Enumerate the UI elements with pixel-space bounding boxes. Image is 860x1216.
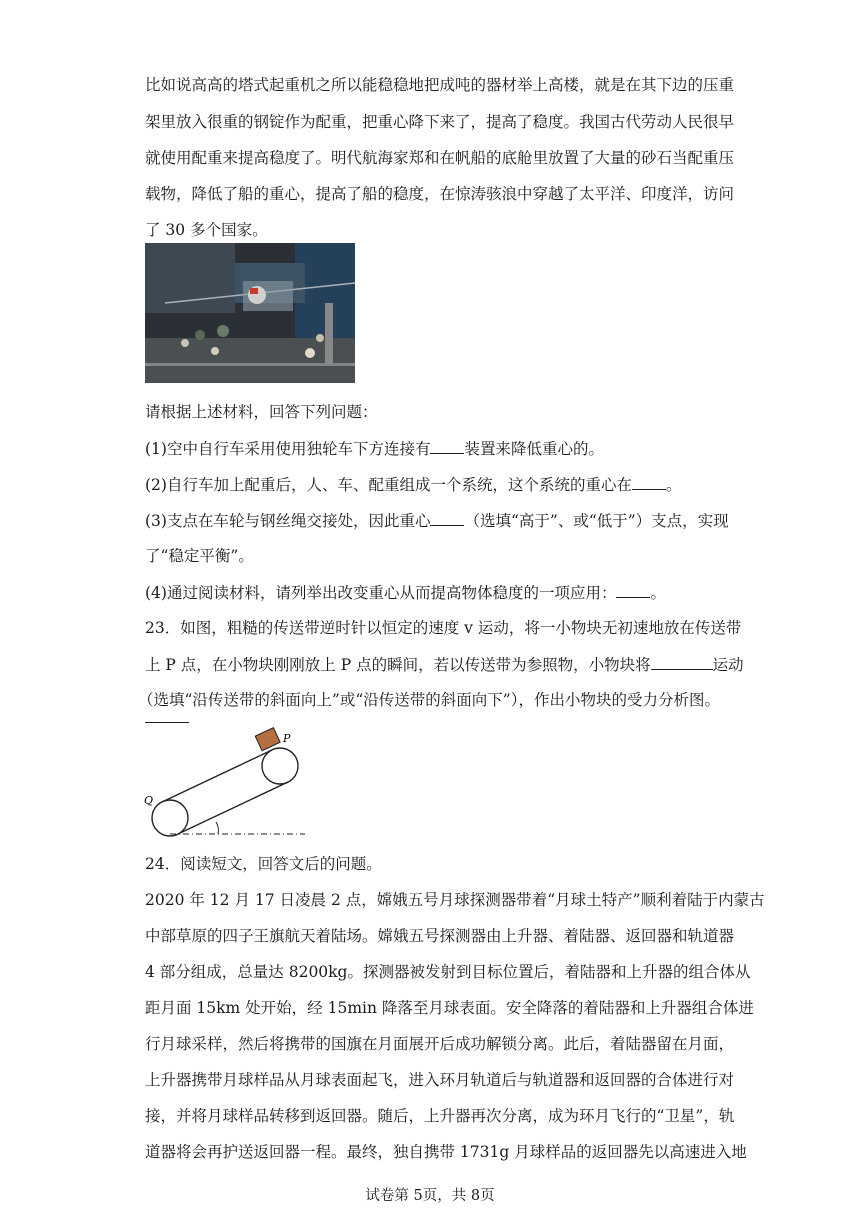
q24-line-2: 中部草原的四子王旗航天着陆场。嫦娥五号探测器由上升器、着陆器、返回器和轨道器 xyxy=(145,927,735,945)
small-block xyxy=(255,728,280,751)
material-line-4: 载物，降低了船的重心，提高了船的稳度，在惊涛骇浪中穿越了太平洋、印度洋，访问 xyxy=(145,185,735,203)
question-1-text: (1)空中自行车采用使用独轮车下方连接有 xyxy=(145,440,431,458)
q23-line-2 xyxy=(145,653,744,676)
q23-line-3: （选填“沿传送带的斜面向上”或“沿传送带的斜面向下”），作出小物块的受力分析图。 xyxy=(138,691,720,709)
questions-prompt: 请根据上述材料，回答下列问题： xyxy=(145,403,378,421)
material-line-3: 就使用配重来提高稳度了。明代航海家郑和在帆船的底舱里放置了大量的砂石当配重压 xyxy=(145,149,735,167)
question-3 xyxy=(145,509,729,532)
q24-line-1: 2020 年 12 月 17 日凌晨 2 点，嫦娥五号月球探测器带着“月球土特产”顺利着陆于内蒙古 xyxy=(145,891,765,909)
question-4-text: (4)通过阅读材料，请列举出改变重心从而提高物体稳度的一项应用： xyxy=(145,584,617,602)
q24-title: 24．阅读短文，回答文后的问题。 xyxy=(145,855,382,873)
q23-line-2-text: 上 P 点，在小物块刚刚放上 P 点的瞬间，若以传送带为参照物，小物块将 xyxy=(145,656,651,674)
upper-pulley xyxy=(262,748,298,784)
page-footer: 试卷第 5页，共 8页 xyxy=(365,1188,495,1204)
belt-top xyxy=(162,750,272,802)
question-2-text: (2)自行车加上配重后，人、车、配重组成一个系统，这个系统的重心在 xyxy=(145,476,632,494)
answer-blank-1[interactable] xyxy=(430,437,464,454)
answer-blank-3[interactable] xyxy=(430,509,464,526)
material-line-5: 了 30 多个国家。 xyxy=(145,221,268,239)
q23-answer-blank[interactable] xyxy=(651,653,713,670)
question-2 xyxy=(145,473,681,496)
question-1-tail: 装置来降低重心的。 xyxy=(464,440,604,458)
answer-blank-2[interactable] xyxy=(632,473,666,490)
q24-line-4: 距月面 15km 处开始，经 15min 降落至月球表面。安全降落的着陆器和上升器组合体进 xyxy=(145,999,754,1017)
question-1 xyxy=(145,437,604,460)
question-4-tail: 。 xyxy=(650,584,666,602)
material-line-1: 比如说高高的塔式起重机之所以能稳稳地把成吨的器材举上高楼，就是在其下边的压重 xyxy=(145,76,735,94)
belt-bottom xyxy=(178,782,288,834)
incline-angle-arc xyxy=(216,822,218,834)
conveyor-belt-diagram xyxy=(140,726,310,842)
q24-line-3: 4 部分组成，总量达 8200kg。探测器被发射到目标位置后，着陆器和上升器的组合体从 xyxy=(145,963,751,981)
label-p: P xyxy=(283,732,291,745)
material-line-2: 架里放入很重的钢锭作为配重，把重心降下来了，提高了稳度。我国古代劳动人民很早 xyxy=(145,113,735,131)
question-3-continued: 了“稳定平衡”。 xyxy=(145,547,254,565)
high-wire-bicycle-photo xyxy=(145,243,355,383)
q24-line-8: 道器将会再护送返回器一程。最终，独自携带 1731g 月球样品的返回器先以高速进入地 xyxy=(145,1143,747,1161)
q24-line-5: 行月球采样，然后将携带的国旗在月面展开后成功解锁分离。此后，着陆器留在月面， xyxy=(145,1035,735,1053)
q23-line-1: 23．如图，粗糙的传送带逆时针以恒定的速度 v 运动，将一小物块无初速地放在传送带 xyxy=(145,619,742,637)
q24-line-6: 上升器携带月球样品从月球表面起飞，进入环月轨道后与轨道器和返回器的合体进行对 xyxy=(145,1071,735,1089)
question-3-tail: （选填“高于”、或“低于”）支点，实现 xyxy=(464,512,729,530)
q24-line-7: 接，并将月球样品转移到返回器。随后，上升器再次分离，成为环月飞行的“卫星”，轨 xyxy=(145,1107,735,1125)
q23-line-2-tail: 运动 xyxy=(712,656,744,674)
question-3-text: (3)支点在车轮与钢丝绳交接处，因此重心 xyxy=(145,512,431,530)
label-q: Q xyxy=(144,794,154,807)
question-4 xyxy=(145,581,666,604)
lower-pulley xyxy=(152,800,188,836)
answer-blank-4[interactable] xyxy=(616,581,650,598)
question-2-tail: 。 xyxy=(665,476,682,494)
